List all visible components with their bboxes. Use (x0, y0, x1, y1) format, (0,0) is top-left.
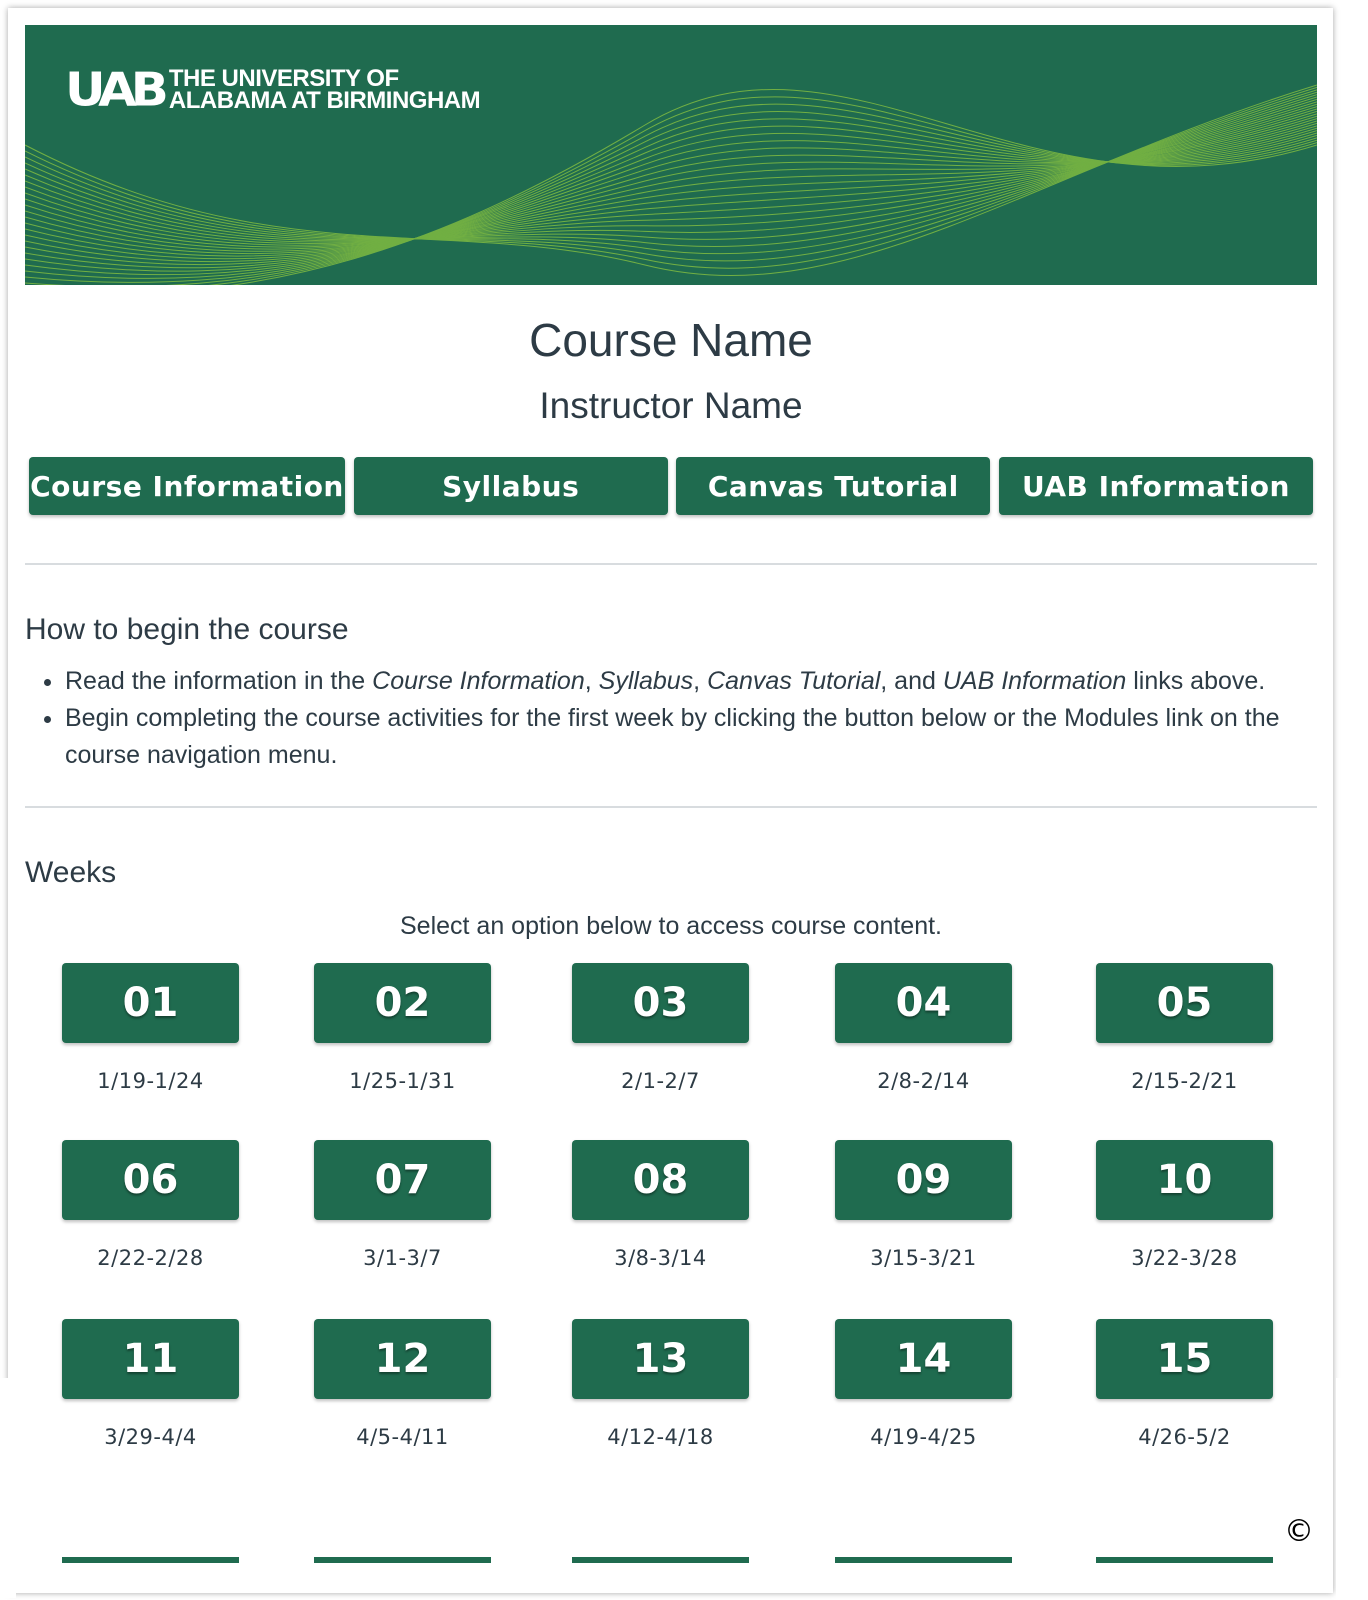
course-nav-buttons (25, 457, 1317, 515)
week-dates: 3/8-3/14 (614, 1246, 707, 1270)
weeks-heading: Weeks (25, 856, 117, 889)
frame-edge (0, 1378, 16, 1598)
logo-line-1: THE UNIVERSITY OF (168, 65, 399, 92)
divider (25, 563, 1317, 565)
uab-information-button[interactable]: UAB Information (999, 457, 1313, 515)
week-card (835, 1140, 1012, 1270)
wave-line (25, 104, 1317, 243)
week-button-partial[interactable] (572, 1557, 749, 1563)
week-card (835, 1319, 1012, 1449)
week-dates: 4/26-5/2 (1138, 1425, 1231, 1449)
week-button-06[interactable]: 06 (62, 1140, 239, 1220)
wave-line (25, 123, 1317, 261)
course-home (25, 25, 1317, 1581)
begin-heading: How to begin the course (25, 613, 349, 646)
week-card (314, 1140, 491, 1270)
uab-banner (25, 25, 1317, 285)
week-dates: 3/22-3/28 (1131, 1246, 1238, 1270)
week-dates: 1/25-1/31 (349, 1069, 456, 1093)
week-dates: 2/22-2/28 (97, 1246, 204, 1270)
divider (25, 806, 1317, 808)
week-dates: 4/5-4/11 (356, 1425, 449, 1449)
week-button-03[interactable]: 03 (572, 963, 749, 1043)
begin-steps-list (25, 663, 1317, 774)
week-button-13[interactable]: 13 (572, 1319, 749, 1399)
wave-line (25, 97, 1317, 285)
week-button-09[interactable]: 09 (835, 1140, 1012, 1220)
week-button-10[interactable]: 10 (1096, 1140, 1273, 1220)
step-text: , (584, 667, 599, 695)
week-button-14[interactable]: 14 (835, 1319, 1012, 1399)
wave-line (25, 102, 1317, 242)
canvas-tutorial-button[interactable]: Canvas Tutorial (676, 457, 990, 515)
week-card (314, 963, 491, 1093)
week-button-04[interactable]: 04 (835, 963, 1012, 1043)
step-em-canvas-tutorial: Canvas Tutorial (707, 667, 881, 695)
frame-edge (1336, 1378, 1352, 1598)
week-card (572, 1140, 749, 1270)
step-em-syllabus: Syllabus (598, 667, 694, 695)
course-information-button[interactable]: Course Information (29, 457, 345, 515)
wave-line (25, 121, 1317, 259)
step-text: , (693, 667, 708, 695)
week-button-05[interactable]: 05 (1096, 963, 1273, 1043)
week-button-partial[interactable] (62, 1557, 239, 1563)
week-dates: 3/15-3/21 (870, 1246, 977, 1270)
week-dates: 1/19-1/24 (97, 1069, 204, 1093)
week-button-partial[interactable] (1096, 1557, 1273, 1563)
week-dates: 4/12-4/18 (607, 1425, 714, 1449)
copyright-icon: © (1284, 1514, 1314, 1549)
wave-line (25, 111, 1317, 249)
week-dates: 2/1-2/7 (621, 1069, 700, 1093)
step-em-uab-information: UAB Information (942, 667, 1127, 695)
week-button-11[interactable]: 11 (62, 1319, 239, 1399)
uab-logo (65, 65, 480, 115)
week-card (62, 963, 239, 1093)
week-dates: 3/29-4/4 (104, 1425, 197, 1449)
step-text: Read the information in the (65, 667, 373, 695)
week-button-partial[interactable] (314, 1557, 491, 1563)
step-text: links above. (1126, 667, 1266, 695)
weeks-grid (25, 941, 1317, 1581)
wave-graphic (25, 25, 1317, 285)
week-dates: 3/1-3/7 (363, 1246, 442, 1270)
week-card (1096, 963, 1273, 1093)
week-card (314, 1319, 491, 1449)
begin-step-1 (65, 663, 1317, 700)
week-button-15[interactable]: 15 (1096, 1319, 1273, 1399)
week-card (1096, 1140, 1273, 1270)
week-card (835, 963, 1012, 1093)
week-button-12[interactable]: 12 (314, 1319, 491, 1399)
weeks-instruction: Select an option below to access course content. (400, 912, 942, 940)
week-dates: 2/15-2/21 (1131, 1069, 1238, 1093)
uab-logo-text (168, 65, 481, 114)
week-card (572, 963, 749, 1093)
syllabus-button[interactable]: Syllabus (354, 457, 668, 515)
week-dates: 2/8-2/14 (877, 1069, 970, 1093)
course-title: Course Name (529, 314, 813, 366)
week-card (62, 1319, 239, 1449)
week-dates: 4/19-4/25 (870, 1425, 977, 1449)
week-card (572, 1319, 749, 1449)
week-button-01[interactable]: 01 (62, 963, 239, 1043)
instructor-name: Instructor Name (539, 385, 803, 426)
wave-line (25, 126, 1317, 265)
step-text: , and (880, 667, 943, 695)
week-card (1096, 1319, 1273, 1449)
step-em-course-information: Course Information (372, 667, 585, 695)
week-button-02[interactable]: 02 (314, 963, 491, 1043)
week-button-07[interactable]: 07 (314, 1140, 491, 1220)
uab-logo-mark: UAB (65, 63, 163, 117)
begin-step-2: • Begin completing the course activities for the first week by clicking the button below or the Modules link on the course navigation menu. (65, 700, 1317, 774)
logo-line-2: ALABAMA AT BIRMINGHAM (168, 87, 481, 114)
week-card (62, 1140, 239, 1270)
week-button-partial[interactable] (835, 1557, 1012, 1563)
week-button-08[interactable]: 08 (572, 1140, 749, 1220)
